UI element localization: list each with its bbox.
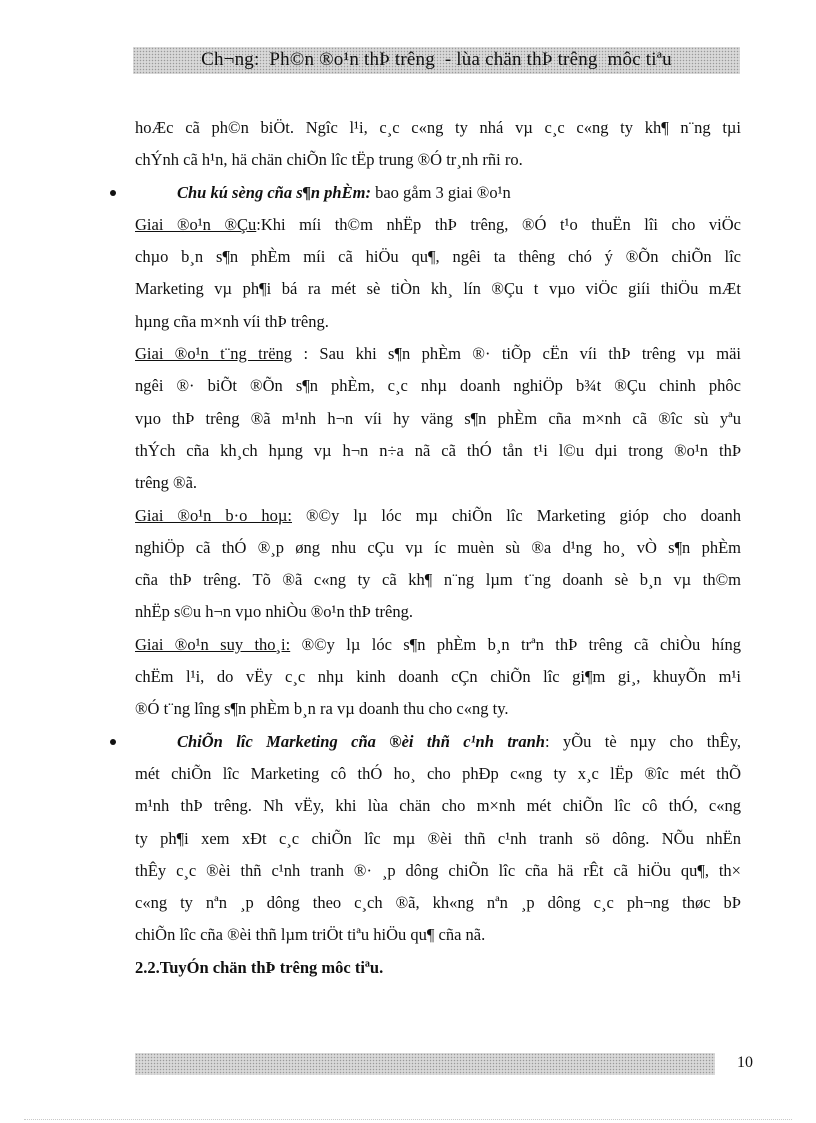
bullet-heading: Chu kú sèng cña s¶n phÈm: (177, 182, 371, 202)
paragraph-line: trêng ®ã. (135, 473, 198, 493)
paragraph-line: vµo thÞ trêng ®ã m¹nh h¬n víi hy väng s¶n phÈm cña m×nh cã ®îc sù yªu (135, 408, 741, 428)
paragraph-line: hoÆc cã ph©n biÖt. Ngîc l¹i, c¸c c«ng ty nhá vµ c¸c c«ng ty kh¶ n¨ng tµi (135, 118, 741, 137)
bullet-icon (110, 190, 116, 196)
paragraph-line: Giai ®o¹n t¨ng trëng : Sau khi s¶n phÈm ®· tiÕp cËn víi thÞ trêng vµ mäi (135, 344, 742, 364)
bullet-icon (110, 739, 116, 745)
section-heading: 2.2.TuyÓn chän thÞ trêng môc tiªu. (135, 957, 384, 977)
page-number: 10 (737, 1054, 753, 1071)
stage-label: Giai ®o¹n b·o hoµ: (135, 505, 292, 525)
bullet-heading: ChiÕn lîc Marketing cña ®èi thñ c¹nh tranh (177, 731, 545, 751)
paragraph-line: ngêi ®· biÕt ®Õn s¶n phÈm, c¸c nhµ doanh nghiÖp b¾t ®Çu chinh phôc (135, 376, 741, 396)
paragraph-line: hµng cña m×nh víi thÞ trêng. (135, 311, 329, 331)
paragraph-line: ®Ó t¨ng lîng s¶n phÈm b¸n ra vµ doanh thu cho c«ng ty. (135, 699, 509, 719)
paragraph-line: Giai ®o¹n suy tho¸i: ®©y lµ lóc s¶n phÈm b¸n trªn thÞ trêng cã chiÒu híng (135, 634, 741, 654)
paragraph-line: nghiÖp cã thÓ ®¸p øng nhu cÇu vµ íc muèn sù ®a d¹ng ho¸ vÒ s¶n phÈm (135, 537, 741, 557)
stage-label: Giai ®o¹n ®Çu (135, 214, 257, 234)
page-edge-divider (24, 1119, 792, 1120)
paragraph-line: chiÕn lîc cña ®èi thñ lµm triÖt tiªu hiÖu qu¶ cña nã. (135, 925, 486, 945)
paragraph-line: thÝch cña kh¸ch hµng vµ h¬n n÷a nã cã thÓ tån t¹i l©u dµi trong ®o¹n thÞ (135, 440, 741, 460)
footer-band (135, 1053, 715, 1075)
paragraph-line: chËm l¹i, do vËy c¸c nhµ kinh doanh cÇn chiÕn lîc gi¶m gi¸, khuyÕn m¹i (135, 667, 741, 687)
paragraph-line: thÊy c¸c ®èi thñ c¹nh tranh ®· ¸p dông chiÕn lîc cña hä rÊt cã hiÖu qu¶, th× (135, 860, 741, 880)
paragraph-line: Giai ®o¹n ®Çu:Khi míi th©m nhËp thÞ trêng, ®Ó t¹o thuËn lîi cho viÖc (135, 214, 741, 234)
running-header: Ch¬ng: Ph©n ®o¹n thÞ trêng - lùa chän thÞ trêng môc tiªu (201, 49, 672, 70)
bullet-item-competitor (135, 726, 741, 758)
paragraph-line: c«ng ty nªn ¸p dông theo c¸ch ®ã, kh«ng nªn ¸p dông c¸c ph¬ng thøc bÞ (135, 893, 741, 913)
stage-label: Giai ®o¹n suy tho¸i: (135, 634, 291, 654)
paragraph-line: Giai ®o¹n b·o hoµ: ®©y lµ lóc mµ chiÕn lîc Marketing gióp cho doanh (135, 505, 741, 525)
stage-label: Giai ®o¹n t¨ng trëng (135, 344, 293, 364)
bullet-text: : yÕu tè nµy cho thÊy, (544, 731, 741, 751)
bullet-item-lifecycle (135, 177, 741, 209)
paragraph-line: Marketing vµ ph¶i bá ra mét sè tiÒn kh¸ lín ®Çu t vµo viÖc giíi thiÖu mÆt (135, 279, 741, 299)
body-text (135, 112, 741, 984)
paragraph-line: m¹nh thÞ trêng. Nh vËy, khi lùa chän cho m×nh mét chiÕn lîc cô thÓ, c«ng (135, 796, 741, 816)
paragraph-line: cña thÞ trêng. Tõ ®ã c«ng ty cã kh¶ n¨ng lµm t¨ng doanh sè b¸n vµ th©m (135, 570, 741, 590)
paragraph-line: chµo b¸n s¶n phÈm míi cã hiÖu qu¶, ngêi ta thêng chó ý ®Õn chiÕn lîc (135, 247, 741, 267)
bullet-text: bao gåm 3 giai ®o¹n (370, 182, 511, 202)
paragraph-line: ty ph¶i xem xÐt c¸c chiÕn lîc mµ ®èi thñ c¹nh tranh sö dông. NÕu nhËn (135, 828, 741, 848)
paragraph-line: chÝnh cã h¹n, hä chän chiÕn lîc tËp trung ®Ó tr¸nh rñi ro. (135, 150, 523, 170)
paragraph-line: mét chiÕn lîc Marketing cô thÓ ho¸ cho phÐp c«ng ty x¸c lËp ®îc mét thÕ (135, 763, 741, 783)
paragraph-line: nhËp s©u h¬n vµo nhiÒu ®o¹n thÞ trêng. (135, 602, 413, 622)
